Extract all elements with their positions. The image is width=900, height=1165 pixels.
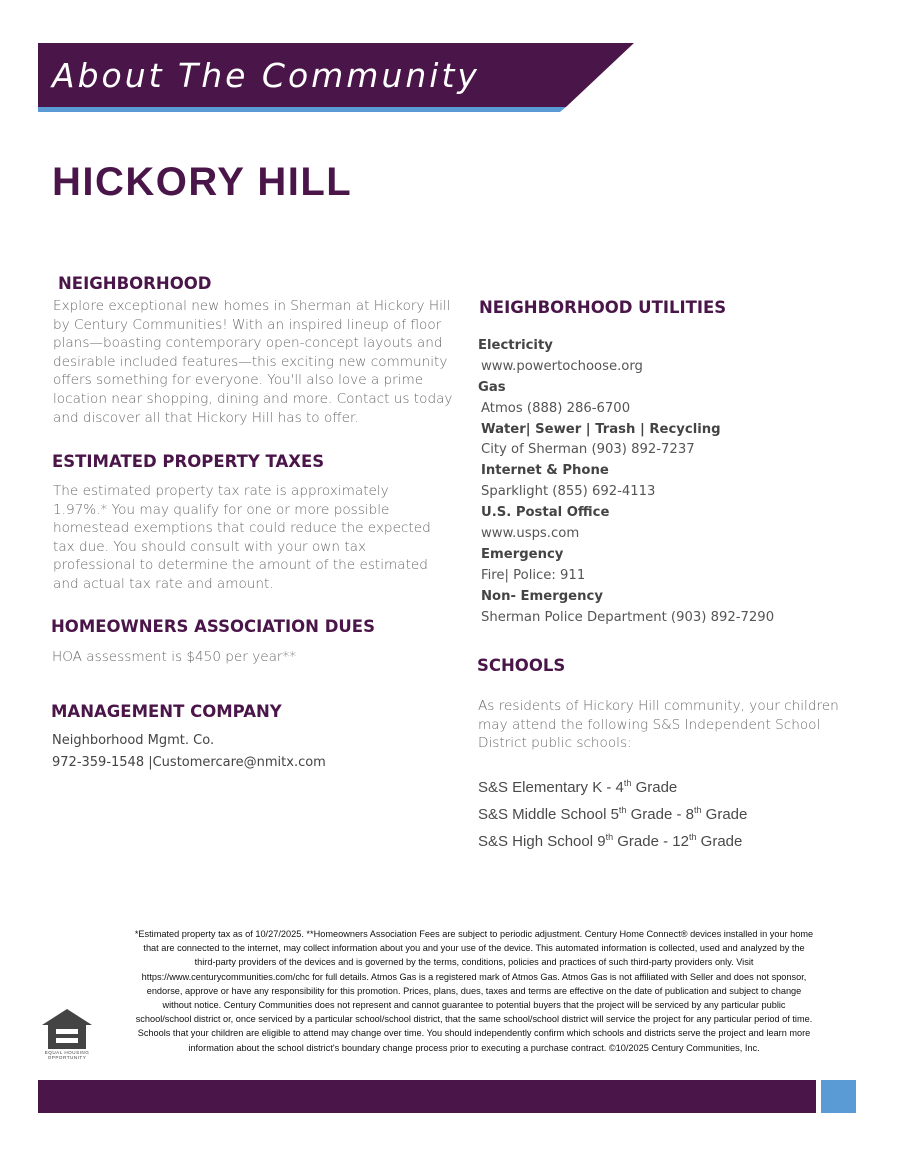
banner-title: About The Community — [52, 56, 480, 95]
utility-value: Atmos (888) 286-6700 — [481, 400, 631, 416]
utility-value: Sparklight (855) 692-4113 — [481, 484, 656, 500]
disclaimer-line: Schools that your children are eligible to attend may change over time. You should independently confirm which schools and districts serve the project and learn more — [137, 1028, 811, 1039]
text-line: plans—boasting contemporary open-concept layouts and — [53, 335, 443, 352]
disclaimer-line: without notice. Century Communities does not represent and cannot guarantee to potential buyers that the project will be serviced by any particular public — [162, 1000, 786, 1011]
header-banner — [38, 43, 634, 107]
disclaimer-line: https://www.centurycommunities.com/chc for full details. Atmos Gas is a registered mark of Atmos Gas. Atmos Gas is not affiliated with Seller and does not sponsor, — [141, 971, 807, 982]
utility-value: www.usps.com — [481, 526, 580, 542]
disclaimer-line: information about the school district's boundary change process prior to executing a purchase contract. ©10/2025 Century Communities, Inc. — [188, 1042, 760, 1053]
utility-label: Water| Sewer | Trash | Recycling — [481, 421, 721, 437]
schools-list — [478, 772, 747, 853]
utility-value: www.powertochoose.org — [481, 358, 643, 374]
text-line: offers something for everyone. You'll also love a prime — [53, 372, 424, 389]
text-line: by Century Communities! With an inspired lineup of floor — [53, 316, 442, 333]
disclaimer-line: *Estimated property tax as of 10/27/2025. **Homeowners Association Fees are subject to periodic adjustment. Century Home Connect® devices installed in your home — [134, 929, 814, 939]
utility-value: Sherman Police Department (903) 892-7290 — [481, 609, 775, 625]
text-line: professional to determine the amount of the estimated — [53, 557, 428, 574]
text-line: As residents of Hickory Hill community, your children — [478, 698, 839, 714]
utility-value: City of Sherman (903) 892-7237 — [481, 442, 695, 458]
utilities-heading: NEIGHBORHOOD UTILITIES — [479, 298, 727, 317]
neighborhood-heading: NEIGHBORHOOD — [58, 274, 212, 293]
community-name: HICKORY HILL — [52, 160, 353, 204]
text-line: may attend the following S&S Independent School — [478, 716, 821, 733]
text-line: The estimated property tax rate is approximately — [53, 483, 389, 499]
text-line: 1.97%.* You may qualify for one or more possible — [53, 501, 390, 518]
utility-label: U.S. Postal Office — [481, 505, 610, 521]
school-item: S&S High School 9th Grade - 12th Grade — [478, 832, 743, 850]
text-line: District public schools: — [478, 735, 632, 752]
property-taxes-heading: ESTIMATED PROPERTY TAXES — [52, 452, 325, 471]
utility-label: Electricity — [478, 338, 553, 353]
utility-label: Internet & Phone — [481, 463, 609, 479]
schools-heading: SCHOOLS — [477, 656, 566, 675]
utility-value: Fire| Police: 911 — [481, 567, 586, 583]
eho-label: EQUAL HOUSING OPPORTUNITY — [44, 1050, 90, 1061]
neighborhood-description — [53, 297, 452, 427]
utility-label: Gas — [478, 379, 506, 395]
text-line: desirable included features—this exciting new community — [53, 353, 448, 370]
utility-label: Emergency — [481, 546, 564, 562]
management-name: Neighborhood Mgmt. Co. — [52, 733, 215, 748]
disclaimer-line: school/school district or, once serviced by a particular school/school district, that the same school/school district will service the project for any particular period of time. — [135, 1014, 813, 1025]
footer-bar — [38, 1080, 816, 1113]
disclaimer-line: endorse, approve or have any responsibility for this promotion. Prices, plans, dues, taxes and terms are effective on the date of publication and subject to change — [146, 985, 802, 996]
text-line: and actual tax rate and amount. — [53, 575, 274, 592]
disclaimer-line: that are connected to the internet, may collect information about you and your use of the device. This automated information is collected, used and analyzed by the — [143, 943, 805, 954]
footer-accent-square — [821, 1080, 856, 1113]
property-taxes-description — [53, 482, 431, 594]
utility-label: Non- Emergency — [481, 588, 603, 604]
utilities-list — [478, 336, 808, 628]
legal-disclaimer — [96, 927, 852, 1055]
text-line: tax due. You should consult with your own tax — [53, 538, 367, 555]
text-line: location near shopping, dining and more. Contact us today — [53, 390, 453, 407]
text-line: homestead exemptions that could reduce the expected — [53, 520, 431, 537]
hoa-text: HOA assessment is $450 per year** — [52, 649, 297, 665]
management-contact: 972-359-1548 |Customercare@nmitx.com — [52, 755, 326, 770]
school-item: S&S Middle School 5th Grade - 8th Grade — [478, 805, 748, 823]
schools-intro — [478, 697, 839, 753]
school-item: S&S Elementary K - 4th Grade — [478, 778, 678, 796]
disclaimer-line: third-party providers of the devices and is governed by the terms, conditions, policies and practices of such third-party providers only. Visit — [194, 957, 754, 968]
management-heading: MANAGEMENT COMPANY — [51, 702, 282, 721]
text-line: Explore exceptional new homes in Sherman at Hickory Hill — [53, 298, 451, 314]
hoa-heading: HOMEOWNERS ASSOCIATION DUES — [51, 617, 375, 636]
text-line: and discover all that Hickory Hill has to offer. — [53, 409, 359, 426]
